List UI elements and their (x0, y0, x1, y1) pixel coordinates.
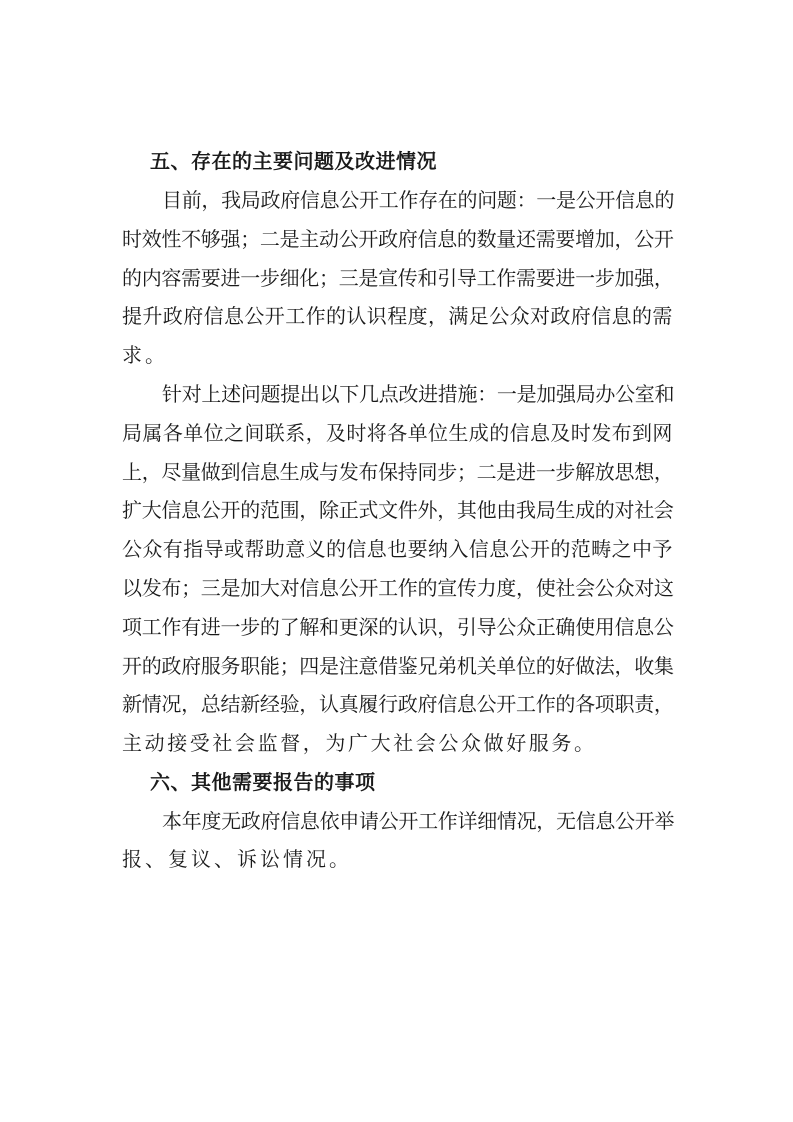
paragraph-line: 的内容需要进一步细化；三是宣传和引导工作需要进一步加强， (122, 266, 674, 290)
paragraph-line: 扩大信息公开的范围，除正式文件外，其他由我局生成的对社会 (122, 498, 674, 522)
paragraph-line: 主动接受社会监督，为广大社会公众做好服务。 (122, 731, 597, 755)
paragraph-line: 本年度无政府信息依申请公开工作详细情况，无信息公开举 (162, 809, 675, 833)
paragraph-line: 开的政府服务职能；四是注意借鉴兄弟机关单位的好做法，收集 (122, 654, 674, 678)
paragraph-line: 目前，我局政府信息公开工作存在的问题：一是公开信息的 (162, 188, 675, 212)
paragraph-line: 局属各单位之间联系，及时将各单位生成的信息及时发布到网 (122, 421, 673, 445)
section-6-heading: 六、其他需要报告的事项 (150, 770, 376, 794)
paragraph-line: 项工作有进一步的了解和更深的认识，引导公众正确使用信息公 (122, 615, 674, 639)
paragraph-line: 求。 (122, 343, 168, 367)
paragraph-line: 上，尽量做到信息生成与发布保持同步；二是进一步解放思想， (122, 460, 674, 484)
section-5-heading: 五、存在的主要问题及改进情况 (150, 149, 437, 173)
paragraph-line: 时效性不够强；二是主动公开政府信息的数量还需要增加，公开 (122, 227, 674, 251)
paragraph-line: 新情况，总结新经验，认真履行政府信息公开工作的各项职责， (122, 692, 674, 716)
paragraph-line: 提升政府信息公开工作的认识程度，满足公众对政府信息的需 (122, 304, 673, 328)
paragraph-line: 以发布；三是加大对信息公开工作的宣传力度，使社会公众对这 (122, 576, 674, 600)
paragraph-line: 公众有指导或帮助意义的信息也要纳入信息公开的范畴之中予 (122, 537, 673, 561)
paragraph-line: 针对上述问题提出以下几点改进措施：一是加强局办公室和 (162, 382, 675, 406)
paragraph-line: 报、复议、诉讼情况。 (122, 847, 352, 871)
